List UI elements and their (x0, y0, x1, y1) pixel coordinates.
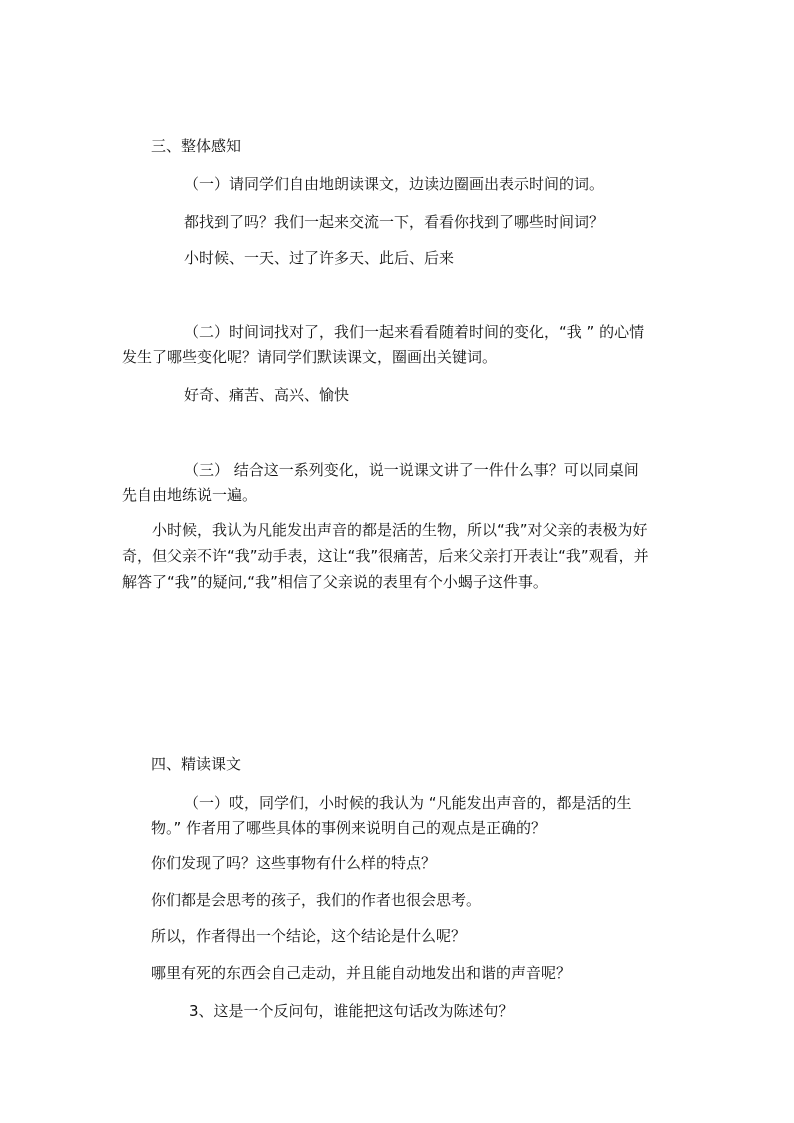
section-4-heading: 四、精读课文 (151, 755, 242, 773)
section-3-paragraph-7-line-1: 小时候，我认为凡能发出声音的都是活的生物，所以“我”对父亲的表极为好 (152, 521, 648, 539)
section-3-paragraph-7-line-2: 奇，但父亲不许“我”动手表，这让“我”很痛苦，后来父亲打开表让“我”观看，并 (122, 547, 649, 565)
section-3-paragraph-1: （一）请同学们自由地朗读课文，边读边圈画出表示时间的词。 (184, 175, 605, 193)
section-3-heading: 三、整体感知 (151, 137, 242, 155)
section-4-paragraph-4: 所以，作者得出一个结论，这个结论是什么呢？ (151, 927, 467, 945)
section-4-paragraph-2: 你们发现了吗？这些事物有什么样的特点？ (151, 854, 437, 872)
section-3-paragraph-4-line-2: 发生了哪些变化呢？请同学们默读课文，圈画出关键词。 (122, 348, 498, 366)
section-3-paragraph-4-line-1: （二）时间词找对了，我们一起来看看随着时间的变化，“我 ” 的心情 (184, 323, 645, 341)
section-4-paragraph-1-line-1: （一）哎，同学们，小时候的我认为 “凡能发出声音的，都是活的生 (184, 794, 632, 812)
section-4-paragraph-1-line-2: 物。” 作者用了哪些具体的事例来说明自己的观点是正确的？ (151, 819, 547, 837)
section-4-paragraph-6: 3、这是一个反问句，谁能把这句话改为陈述句？ (189, 1002, 514, 1020)
section-4-paragraph-3: 你们都是会思考的孩子，我们的作者也很会思考。 (151, 891, 482, 909)
section-3-paragraph-5: 好奇、痛苦、高兴、愉快 (184, 386, 350, 404)
section-3-paragraph-6-line-2: 先自由地练说一遍。 (122, 486, 258, 504)
section-4-paragraph-5: 哪里有死的东西会自己走动，并且能自动地发出和谐的声音呢？ (151, 964, 572, 982)
section-3-paragraph-2: 都找到了吗？我们一起来交流一下，看看你找到了哪些时间词？ (184, 213, 605, 231)
section-3-paragraph-7-line-3: 解答了“我”的疑问,“我”相信了父亲说的表里有个小蝎子这件事。 (122, 573, 548, 591)
section-3-paragraph-3: 小时候、一天、过了许多天、此后、后来 (184, 249, 455, 267)
section-3-paragraph-6-line-1: （三） 结合这一系列变化，说一说课文讲了一件什么事？可以同桌间 (184, 461, 639, 479)
